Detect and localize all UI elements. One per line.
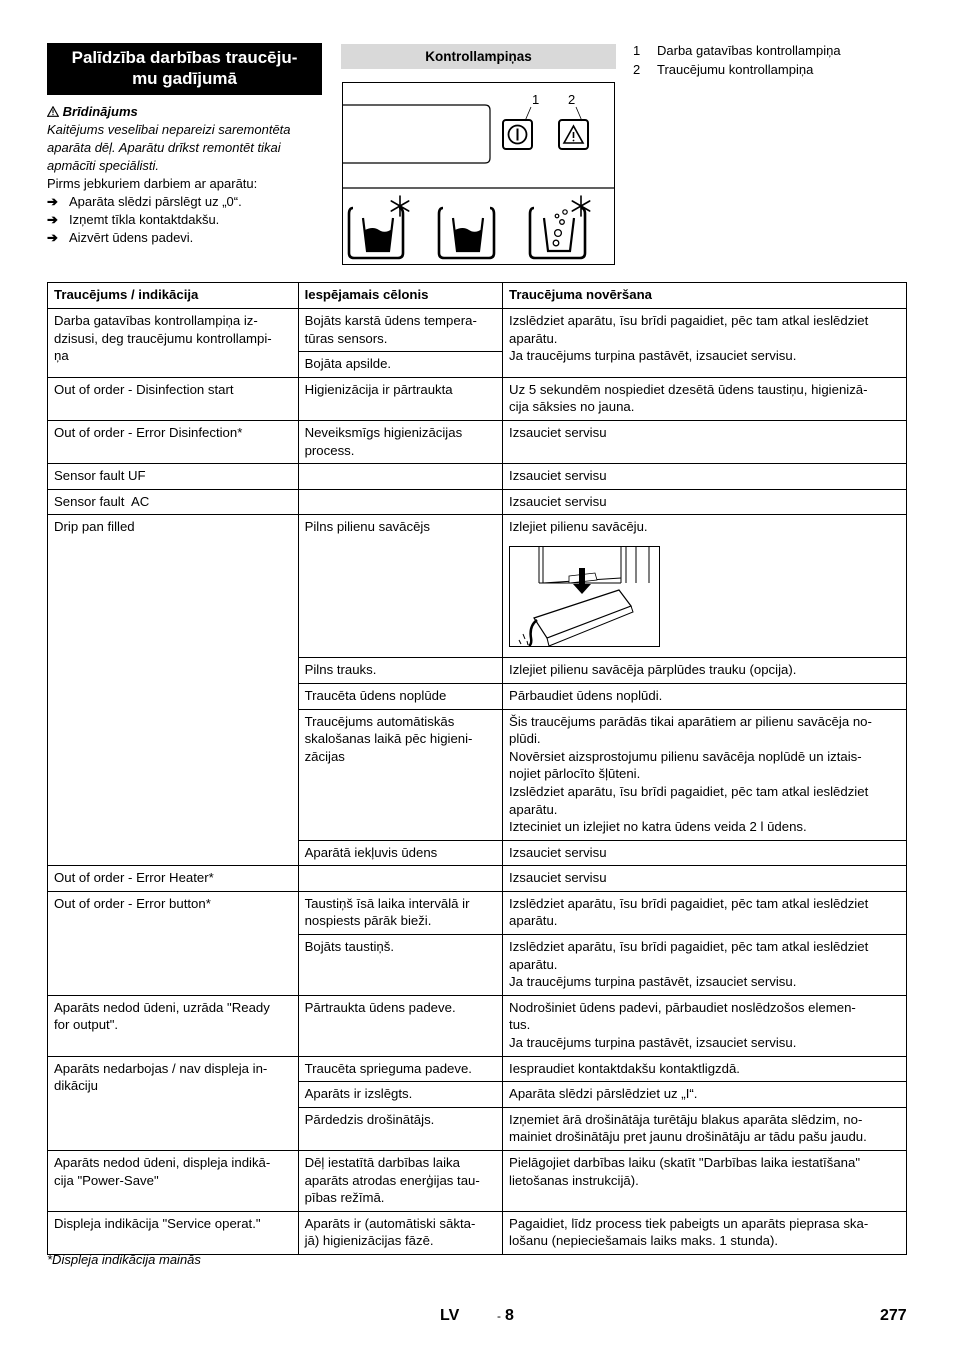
remedy-cell: Izsauciet servisu — [503, 840, 907, 866]
cause-cell — [298, 489, 502, 515]
fault-cell: Drip pan filled — [48, 515, 299, 866]
footer-dash: - — [497, 1309, 501, 1323]
remedy-cell: Izslēdziet aparātu, īsu brīdi pagaidiet, pēc tam atkal ieslēdziet aparātu. Ja traucējums turpina pastāvēt, izsauciet servisu. — [503, 935, 907, 996]
section-title — [47, 43, 322, 95]
warning-triangle-icon — [47, 106, 59, 117]
cause-cell: Pārdedzis drošinātājs. — [298, 1107, 502, 1150]
lamps-legend — [633, 41, 841, 79]
fault-lamp-icon — [559, 120, 588, 149]
table-row — [48, 489, 907, 515]
warning-step — [47, 211, 327, 229]
table-row — [48, 995, 907, 1056]
legend-item — [633, 41, 841, 60]
fault-cell: Aparāts nedod ūdeni, uzrāda "Ready for output". — [48, 995, 299, 1056]
warning-label: Brīdinājums — [62, 104, 138, 119]
legend-text: Traucējumu kontrollampiņa — [657, 62, 814, 77]
cause-cell: Bojāta apsilde. — [298, 352, 502, 378]
fault-cell: Out of order - Error Disinfection* — [48, 420, 299, 463]
warning-step — [47, 193, 327, 211]
cause-cell: Bojāts taustiņš. — [298, 935, 502, 996]
warning-text: Kaitējums veselībai nepareizi saremontēta aparāta dēļ. Aparātu drīkst remontēt tikai apmācīti speciālisti. — [47, 122, 291, 173]
remedy-cell — [503, 515, 907, 658]
table-row — [48, 1211, 907, 1254]
ambient-water-button-icon — [439, 208, 494, 258]
callout-1: 1 — [532, 92, 540, 107]
arrow-right-icon: ➔ — [47, 194, 58, 209]
cause-cell: Traucēta sprieguma padeve. — [298, 1056, 502, 1082]
legend-number: 2 — [633, 62, 641, 77]
arrow-right-icon: ➔ — [47, 212, 58, 227]
fault-cell: Darba gatavības kontrollampiņa iz- dzisusi, deg traucējumu kontrollampi- ņa — [48, 309, 299, 378]
display-window — [343, 105, 490, 163]
table-row — [48, 515, 907, 658]
cause-cell: Bojāts karstā ūdens tempera- tūras sensors. — [298, 309, 502, 352]
footer-language: LV — [440, 1307, 460, 1324]
table-row — [48, 309, 907, 352]
table-row — [48, 1151, 907, 1212]
cause-cell: Dēļ iestatītā darbības laika aparāts atrodas enerģijas tau- pības režīmā. — [298, 1151, 502, 1212]
warning-block — [47, 103, 327, 247]
ready-lamp-icon — [503, 120, 532, 149]
remedy-cell: Izsauciet servisu — [503, 489, 907, 515]
legend-item — [633, 60, 841, 79]
remedy-cell: Pielāgojiet darbības laiku (skatīt "Darbības laika iestatīšana" lietošanas instrukcijā). — [503, 1151, 907, 1212]
remedy-cell: Uz 5 sekundēm nospiediet dzesētā ūdens taustiņu, higienizā- cija sāksies no jauna. — [503, 377, 907, 420]
remedy-cell: Iespraudiet kontaktdakšu kontaktligzdā. — [503, 1056, 907, 1082]
sparkling-cold-water-button-icon — [530, 196, 590, 258]
callout-2: 2 — [568, 92, 576, 107]
header-remedy: Traucējuma novēršana — [503, 283, 907, 309]
remedy-cell: Izņemiet ārā drošinātāja turētāju blakus aparāta slēdzim, no- mainiet drošinātāju pret jaunu drošinātāju ar tādu pašu jaudu. — [503, 1107, 907, 1150]
table-row — [48, 891, 907, 934]
cold-water-button-icon — [349, 196, 409, 258]
cause-cell: Traucēta ūdens noplūde — [298, 683, 502, 709]
footer-total-page: 277 — [880, 1307, 907, 1324]
fault-cell: Sensor fault AC — [48, 489, 299, 515]
section-title-text: Palīdzība darbības traucēju- mu gadījumā — [71, 48, 298, 88]
warning-step-text: Aizvērt ūdens padevi. — [69, 230, 194, 245]
cause-cell: Aparāts ir (automātiski sākta- jā) higienizācijas fāzē. — [298, 1211, 502, 1254]
lamps-heading: Kontrollampiņas — [341, 44, 616, 69]
warning-step — [47, 229, 327, 247]
drip-pan-illustration — [509, 546, 660, 647]
remedy-cell: Pārbaudiet ūdens noplūdi. — [503, 683, 907, 709]
cause-cell: Pilns pilienu savācējs — [298, 515, 502, 658]
remedy-cell: Nodrošiniet ūdens padevi, pārbaudiet noslēdzošos elemen- tus. Ja traucējums turpina pastāvēt, izsauciet servisu. — [503, 995, 907, 1056]
table-header-row — [48, 283, 907, 309]
cause-cell: Traucējums automātiskās skalošanas laikā pēc higieni- zācijas — [298, 709, 502, 840]
cause-cell: Aparātā iekļuvis ūdens — [298, 840, 502, 866]
table-row — [48, 377, 907, 420]
fault-cell: Aparāts nedod ūdeni, displeja indikā- cija "Power-Save" — [48, 1151, 299, 1212]
cause-cell: Pārtraukta ūdens padeve. — [298, 995, 502, 1056]
cause-cell: Pilns trauks. — [298, 658, 502, 684]
troubleshooting-table — [47, 282, 907, 1255]
remedy-cell: Izsauciet servisu — [503, 464, 907, 490]
arrow-right-icon: ➔ — [47, 230, 58, 245]
fault-cell: Displeja indikācija "Service operat." — [48, 1211, 299, 1254]
remedy-cell: Aparāta slēdzi pārslēdziet uz „I“. — [503, 1082, 907, 1108]
fault-cell: Out of order - Error button* — [48, 891, 299, 995]
remedy-cell: Šis traucējums parādās tikai aparātiem ar pilienu savācēja no- plūdi. Novērsiet aizsprostojumu pilienu savācēja noplūdē un iztais- nojiet pārlocīto šļūteni. Izslēdziet aparātu, īsu brīdi pagaidiet, pēc tam atkal ieslēdziet aparātu. Izteciniet un izlejiet no katra ūdens veida 2 l ūdens. — [503, 709, 907, 840]
warning-step-text: Aparāta slēdzi pārslēgt uz „0“. — [69, 194, 242, 209]
remedy-cell: Izslēdziet aparātu, īsu brīdi pagaidiet, pēc tam atkal ieslēdziet aparātu. Ja traucējums turpina pastāvēt, izsauciet servisu. — [503, 309, 907, 378]
header-cause: Iespējamais cēlonis — [298, 283, 502, 309]
warning-intro: Pirms jebkuriem darbiem ar aparātu: — [47, 176, 258, 191]
table-row — [48, 1056, 907, 1082]
header-fault: Traucējums / indikācija — [48, 283, 299, 309]
remedy-cell: Izsauciet servisu — [503, 420, 907, 463]
cause-cell — [298, 464, 502, 490]
remedy-cell: Izlejiet pilienu savācēja pārplūdes trauku (opcija). — [503, 658, 907, 684]
fault-cell: Out of order - Error Heater* — [48, 866, 299, 892]
warning-heading — [47, 103, 327, 121]
fault-cell: Aparāts nedarbojas / nav displeja in- dikāciju — [48, 1056, 299, 1150]
footer-page-number: 8 — [505, 1307, 514, 1324]
remedy-cell: Izsauciet servisu — [503, 866, 907, 892]
table-row — [48, 420, 907, 463]
cause-cell: Aparāts ir izslēgts. — [298, 1082, 502, 1108]
warning-step-text: Izņemt tīkla kontaktdakšu. — [69, 212, 220, 227]
cause-cell — [298, 866, 502, 892]
remedy-text: Izlejiet pilienu savācēju. — [509, 519, 648, 535]
footnote: *Displeja indikācija mainās — [47, 1252, 201, 1267]
cause-cell: Taustiņš īsā laika intervālā ir nospiests pārāk bieži. — [298, 891, 502, 934]
legend-text: Darba gatavības kontrollampiņa — [657, 43, 841, 58]
legend-number: 1 — [633, 43, 641, 58]
cause-cell: Higienizācija ir pārtraukta — [298, 377, 502, 420]
fault-cell: Sensor fault UF — [48, 464, 299, 490]
table-row — [48, 866, 907, 892]
cause-cell: Neveiksmīgs higienizācijas process. — [298, 420, 502, 463]
remedy-cell: Izslēdziet aparātu, īsu brīdi pagaidiet, pēc tam atkal ieslēdziet aparātu. — [503, 891, 907, 934]
fault-cell: Out of order - Disinfection start — [48, 377, 299, 420]
footer-section-page — [497, 1307, 514, 1325]
control-panel-illustration — [342, 82, 615, 265]
table-row — [48, 464, 907, 490]
remedy-cell: Pagaidiet, līdz process tiek pabeigts un aparāts pieprasa ska- lošanu (nepieciešamais laiks maks. 1 stunda). — [503, 1211, 907, 1254]
